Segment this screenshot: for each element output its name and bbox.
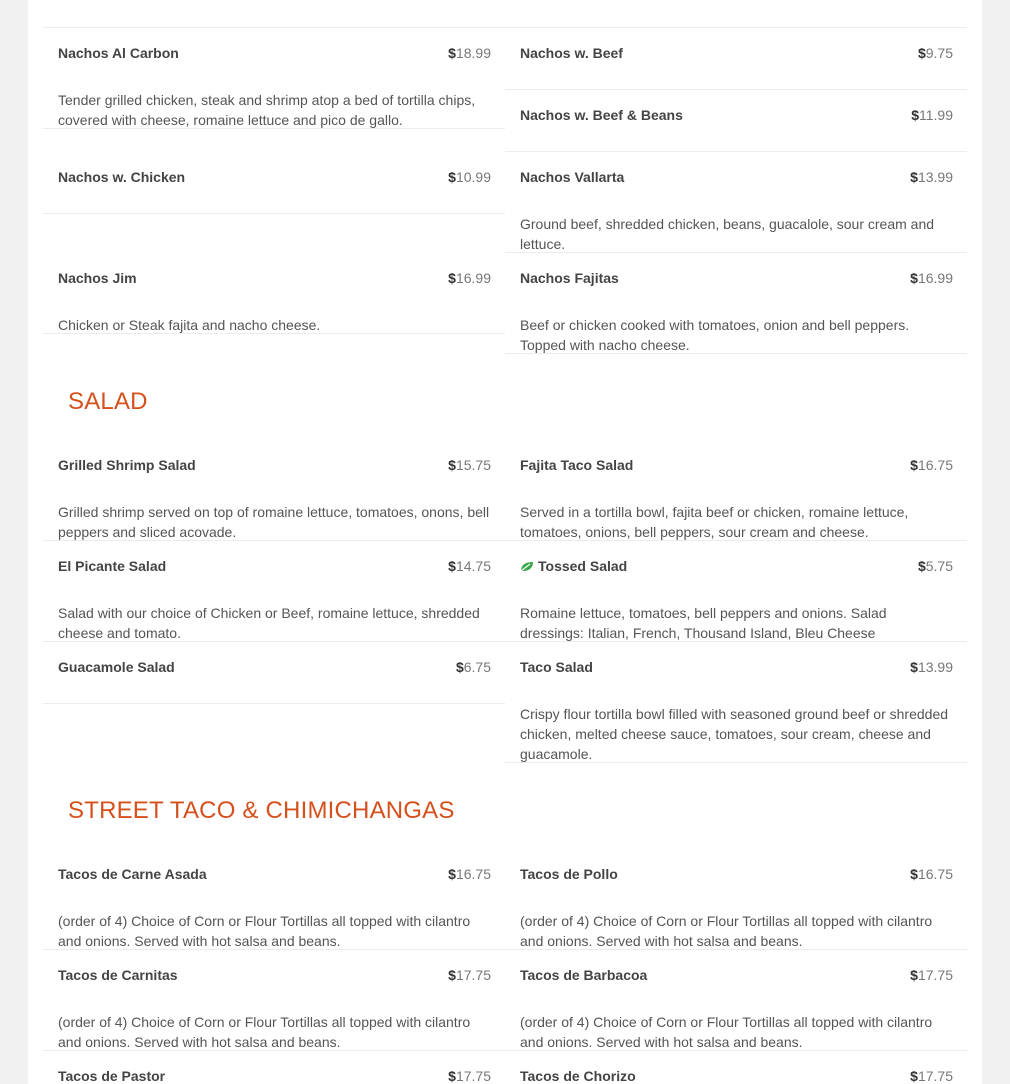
section-title-street-taco: STREET TACO & CHIMICHANGAS (68, 797, 455, 824)
item-name: Guacamole Salad (58, 659, 175, 675)
item-price: $17.75 (448, 967, 491, 983)
item-name: Nachos Vallarta (520, 169, 625, 185)
item-description: Served in a tortilla bowl, fajita beef or chicken, romaine lettuce, tomatoes, onions, bell peppers, sour cream and cheese. (520, 504, 909, 540)
item-price: $17.75 (448, 1068, 491, 1084)
item-price: $16.75 (910, 866, 953, 882)
divider (43, 27, 967, 28)
divider (43, 128, 505, 129)
item-name: Tacos de Chorizo (520, 1068, 636, 1084)
item-price: $16.99 (910, 270, 953, 286)
item-price: $17.75 (910, 967, 953, 983)
item-name: Taco Salad (520, 659, 593, 675)
item-price: $16.99 (448, 270, 491, 286)
item-price: $15.75 (448, 457, 491, 473)
item-name: El Picante Salad (58, 558, 167, 574)
divider (505, 762, 967, 763)
item-name: Nachos w. Chicken (58, 169, 186, 185)
item-description: (order of 4) Choice of Corn or Flour Tortillas all topped with cilantro and onions. Served with hot salsa and beans. (58, 913, 471, 949)
item-price: $18.99 (448, 45, 491, 61)
divider (43, 540, 967, 541)
item-name: Tacos de Carnitas (58, 967, 178, 983)
item-name: Nachos w. Beef (520, 45, 623, 61)
item-name: Tacos de Carne Asada (58, 866, 207, 882)
item-name: Nachos w. Beef & Beans (520, 107, 683, 123)
item-name: Nachos Jim (58, 270, 137, 286)
divider (505, 151, 967, 152)
divider (43, 213, 505, 214)
item-description: Beef or chicken cooked with tomatoes, onion and bell peppers. Topped with nacho cheese. (520, 317, 910, 353)
item-name: Nachos Al Carbon (58, 45, 179, 61)
item-price: $13.99 (910, 169, 953, 185)
item-description: (order of 4) Choice of Corn or Flour Tortillas all topped with cilantro and onions. Served with hot salsa and beans. (520, 1014, 933, 1050)
item-description: Grilled shrimp served on top of romaine lettuce, tomatoes, onons, bell peppers and sliced acovade. (58, 504, 490, 540)
item-price: $9.75 (917, 45, 953, 61)
item-name: Fajita Taco Salad (520, 457, 634, 473)
item-price: $16.75 (910, 457, 953, 473)
item-price: $11.99 (911, 107, 953, 123)
divider (505, 353, 967, 354)
item-price: $5.75 (917, 558, 953, 574)
divider (43, 703, 505, 704)
divider (505, 89, 967, 90)
menu-page (28, 0, 982, 1084)
item-description: Salad with our choice of Chicken or Beef, romaine lettuce, shredded cheese and tomato. (58, 605, 480, 641)
item-description: Ground beef, shredded chicken, beans, guacalole, sour cream and lettuce. (520, 216, 935, 252)
item-name: Tacos de Barbacoa (520, 967, 648, 983)
item-description: (order of 4) Choice of Corn or Flour Tortillas all topped with cilantro and onions. Served with hot salsa and beans. (58, 1014, 471, 1050)
item-price: $6.75 (455, 659, 491, 675)
item-description: Crispy flour tortilla bowl filled with seasoned ground beef or shredded chicken, melted cheese sauce, tomatoes, sour cream, cheese and guacamole. (520, 706, 949, 762)
item-price: $14.75 (448, 558, 491, 574)
item-price: $13.99 (910, 659, 953, 675)
item-description: Romaine lettuce, tomatoes, bell peppers and onions. Salad dressings: Italian, French, Thousand Island, Bleu Cheese (520, 605, 887, 641)
item-name: Tacos de Pastor (58, 1068, 166, 1084)
divider (505, 252, 967, 253)
divider (43, 1050, 967, 1051)
divider (43, 641, 967, 642)
divider (43, 333, 505, 334)
vegetarian-leaf-icon (520, 561, 534, 572)
item-description: Chicken or Steak fajita and nacho cheese. (58, 317, 321, 333)
divider (43, 949, 967, 950)
item-name: Grilled Shrimp Salad (58, 457, 196, 473)
item-name: Tossed Salad (520, 558, 627, 574)
item-description: Tender grilled chicken, steak and shrimp atop a bed of tortilla chips, covered with cheese, romaine lettuce and pico de gallo. (58, 92, 476, 128)
section-title-salad: SALAD (68, 388, 148, 415)
item-name: Nachos Fajitas (520, 270, 619, 286)
item-price: $16.75 (448, 866, 491, 882)
item-price: $10.99 (448, 169, 491, 185)
item-name: Tacos de Pollo (520, 866, 618, 882)
item-price: $17.75 (910, 1068, 953, 1084)
item-description: (order of 4) Choice of Corn or Flour Tortillas all topped with cilantro and onions. Served with hot salsa and beans. (520, 913, 933, 949)
